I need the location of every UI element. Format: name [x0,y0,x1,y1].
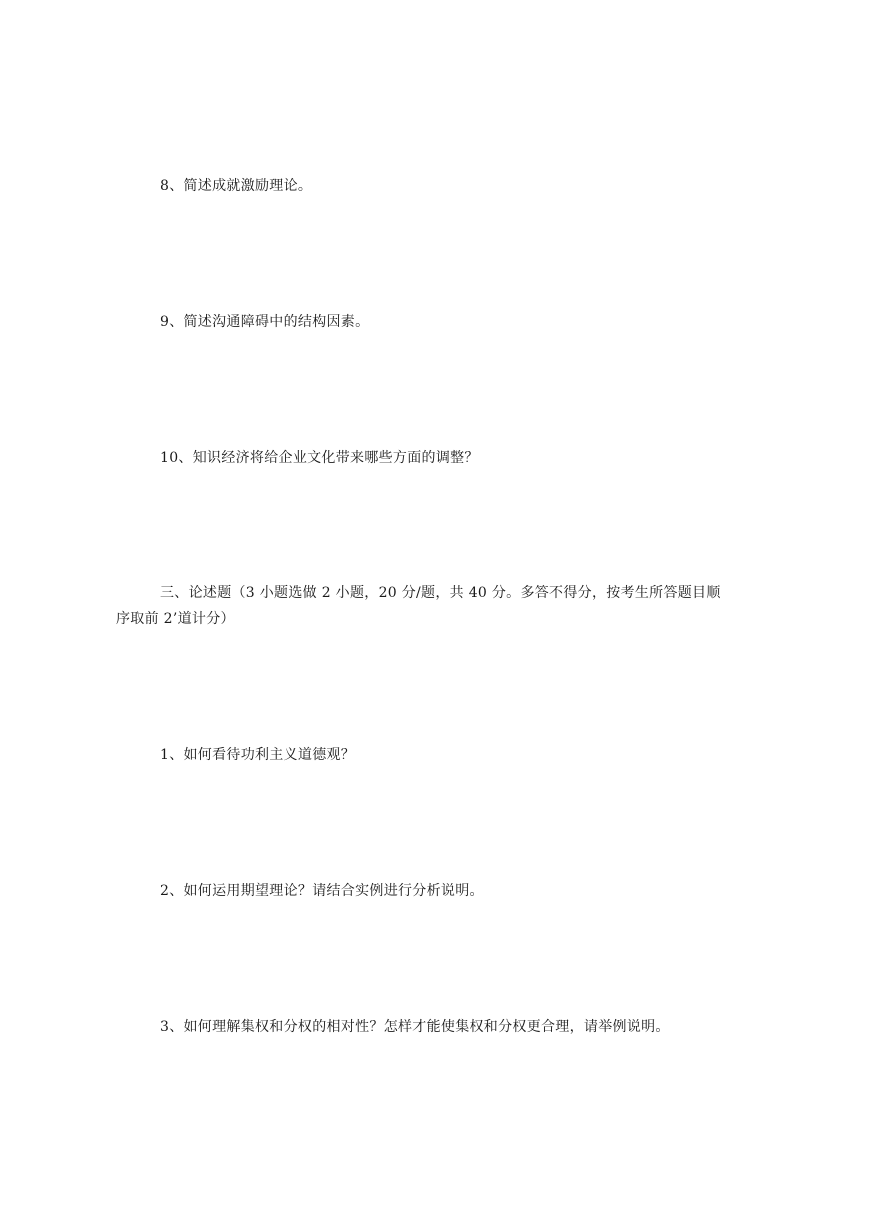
section-3-heading-line-2: 序取前 2’道计分） [116,611,235,627]
section-3-heading-line-1: 三、论述题（3 小题选做 2 小题，20 分/题，共 40 分。多答不得分，按考生所答题目顺 [160,585,721,601]
essay-question-1: 1、如何看待功利主义道德观？ [160,747,356,763]
question-8: 8、简述成就激励理论。 [160,178,313,194]
essay-question-3: 3、如何理解集权和分权的相对性？怎样才能使集权和分权更合理，请举例说明。 [160,1019,670,1035]
essay-question-2: 2、如何运用期望理论？请结合实例进行分析说明。 [160,883,484,899]
question-9: 9、简述沟通障碍中的结构因素。 [160,314,370,330]
question-10: 10、知识经济将给企业文化带来哪些方面的调整？ [160,450,479,466]
